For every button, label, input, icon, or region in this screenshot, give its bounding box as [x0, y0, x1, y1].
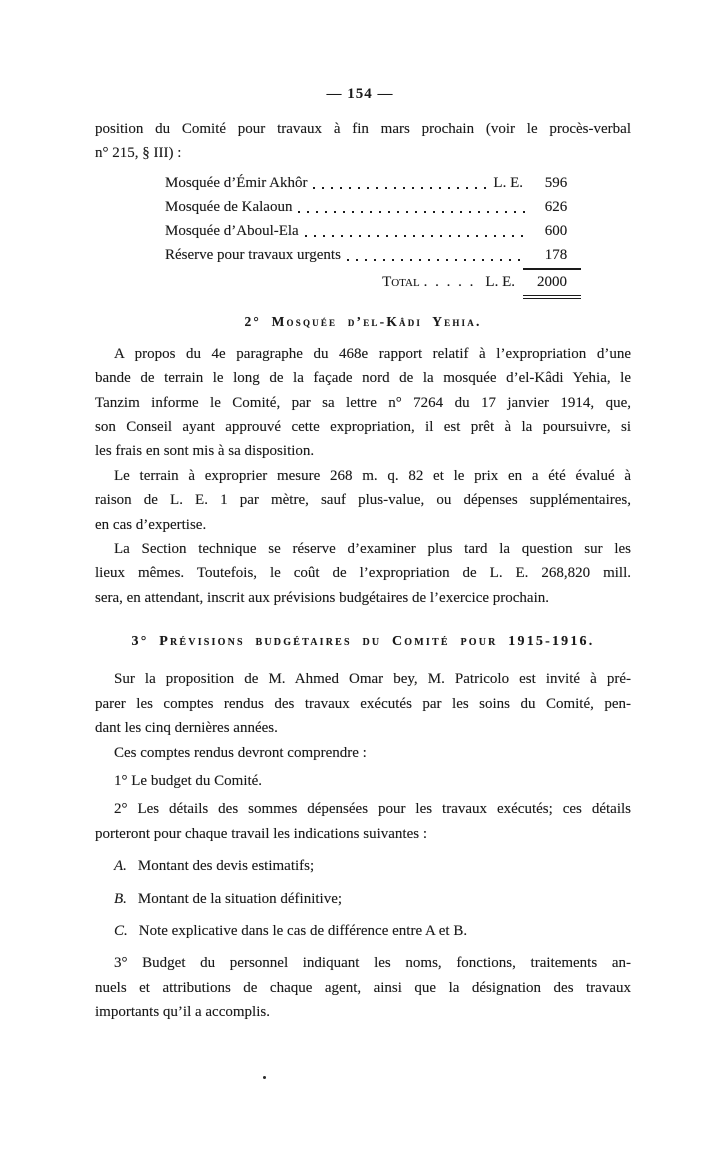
total-label: Total: [382, 273, 420, 290]
currency-label: L. E.: [493, 174, 523, 191]
dotted-leader: [347, 259, 525, 261]
text-line: Sur la proposition de M. Ahmed Omar bey, M. Patricolo est invité à pré-: [114, 671, 631, 688]
list-item: 1° Le budget du Comité.: [114, 772, 263, 789]
list-item: 2° Les détails des sommes dépensées pour les travaux exécutés; ces détails: [114, 801, 631, 818]
text-line: son Conseil ayant approuvé cette expropriation, il est prêt à la poursuivre, si: [95, 419, 631, 436]
table-row: [165, 219, 581, 243]
text-line: Ces comptes rendus devront comprendre :: [114, 744, 367, 761]
item-text: Montant de la situation définitive;: [137, 890, 343, 907]
dotted-leader: . . . . .: [423, 273, 476, 290]
document-page: [0, 86, 720, 1168]
total-amount: 2000: [523, 268, 581, 299]
table-row: [165, 195, 581, 219]
text-line: A propos du 4e paragraphe du 468e rapport relatif à l’expropriation d’une: [114, 345, 631, 362]
text-line: bande de terrain le long de la façade nord de la mosquée d’el-Kâdi Yehia, le: [95, 370, 631, 387]
item-letter: C.: [114, 922, 128, 939]
text-line: lieux mêmes. Toutefois, le coût de l’expropriation de L. E. 268,820 mill.: [95, 565, 631, 582]
amount: 178: [544, 246, 568, 263]
item-text: Note explicative dans le cas de différence entre A et B.: [138, 922, 468, 939]
dotted-leader: [298, 211, 525, 213]
text-line: Tanzim informe le Comité, par sa lettre n° 7264 du 17 janvier 1914, que,: [95, 394, 631, 411]
item-text: Montant des devis estimatifs;: [137, 858, 315, 875]
text-line: les frais en sont mis à sa disposition.: [95, 443, 315, 460]
page-content: [95, 117, 631, 1025]
list-item: [95, 854, 631, 878]
table-row: [165, 243, 581, 267]
text-line: porteront pour chaque travail les indications suivantes :: [95, 825, 427, 842]
text-line: position du Comité pour travaux à fin mars prochain (voir le procès-verbal: [95, 121, 631, 137]
section-heading-3: 3° Prévisions budgétaires du Comité pour 1915-1916.: [131, 634, 595, 650]
dotted-leader: [305, 235, 525, 237]
text-line: en cas d’expertise.: [95, 516, 207, 533]
text-line: importants qu’il a accomplis.: [95, 1004, 270, 1021]
currency-label: L. E.: [485, 273, 515, 290]
row-label: Réserve pour travaux urgents: [165, 246, 341, 263]
row-label: Mosquée de Kalaoun: [165, 198, 293, 215]
text-line: nuels et attributions de chaque agent, ainsi que la désignation des travaux: [95, 979, 631, 996]
table-total-row: [165, 268, 581, 299]
amount: 626: [544, 198, 568, 215]
row-label: Mosquée d’Émir Akhôr: [165, 174, 308, 191]
list-item: 3° Budget du personnel indiquant les noms, fonctions, traitements an-: [114, 955, 631, 972]
page-number: — 154 —: [326, 86, 394, 102]
text-line: Le terrain à exproprier mesure 268 m. q. 82 et le prix en a été évalué à: [114, 467, 631, 484]
row-label: Mosquée d’Aboul-Ela: [165, 222, 299, 239]
text-line: n° 215, § III) :: [95, 145, 182, 162]
dotted-leader: [313, 187, 487, 189]
section-heading-2: 2° Mosquée d’el-Kâdi Yehia.: [244, 313, 482, 329]
list-item: [95, 919, 631, 943]
ink-speck: [263, 1076, 266, 1079]
text-line: sera, en attendant, inscrit aux prévisions budgétaires de l’exercice prochain.: [95, 589, 549, 606]
amount: 600: [544, 222, 568, 239]
table-row: [165, 171, 581, 195]
list-item: [95, 887, 631, 911]
allocations-table: [165, 171, 581, 299]
text-line: La Section technique se réserve d’examiner plus tard la question sur les: [114, 541, 631, 558]
amount: 596: [544, 174, 568, 191]
item-letter: A.: [114, 858, 127, 875]
text-line: raison de L. E. 1 par mètre, sauf plus-value, ou dépenses supplémentaires,: [95, 492, 631, 509]
item-letter: B.: [114, 890, 127, 907]
text-line: parer les comptes rendus des travaux exécutés par les soins du Comité, pen-: [95, 695, 631, 712]
text-line: dant les cinq dernières années.: [95, 720, 278, 737]
